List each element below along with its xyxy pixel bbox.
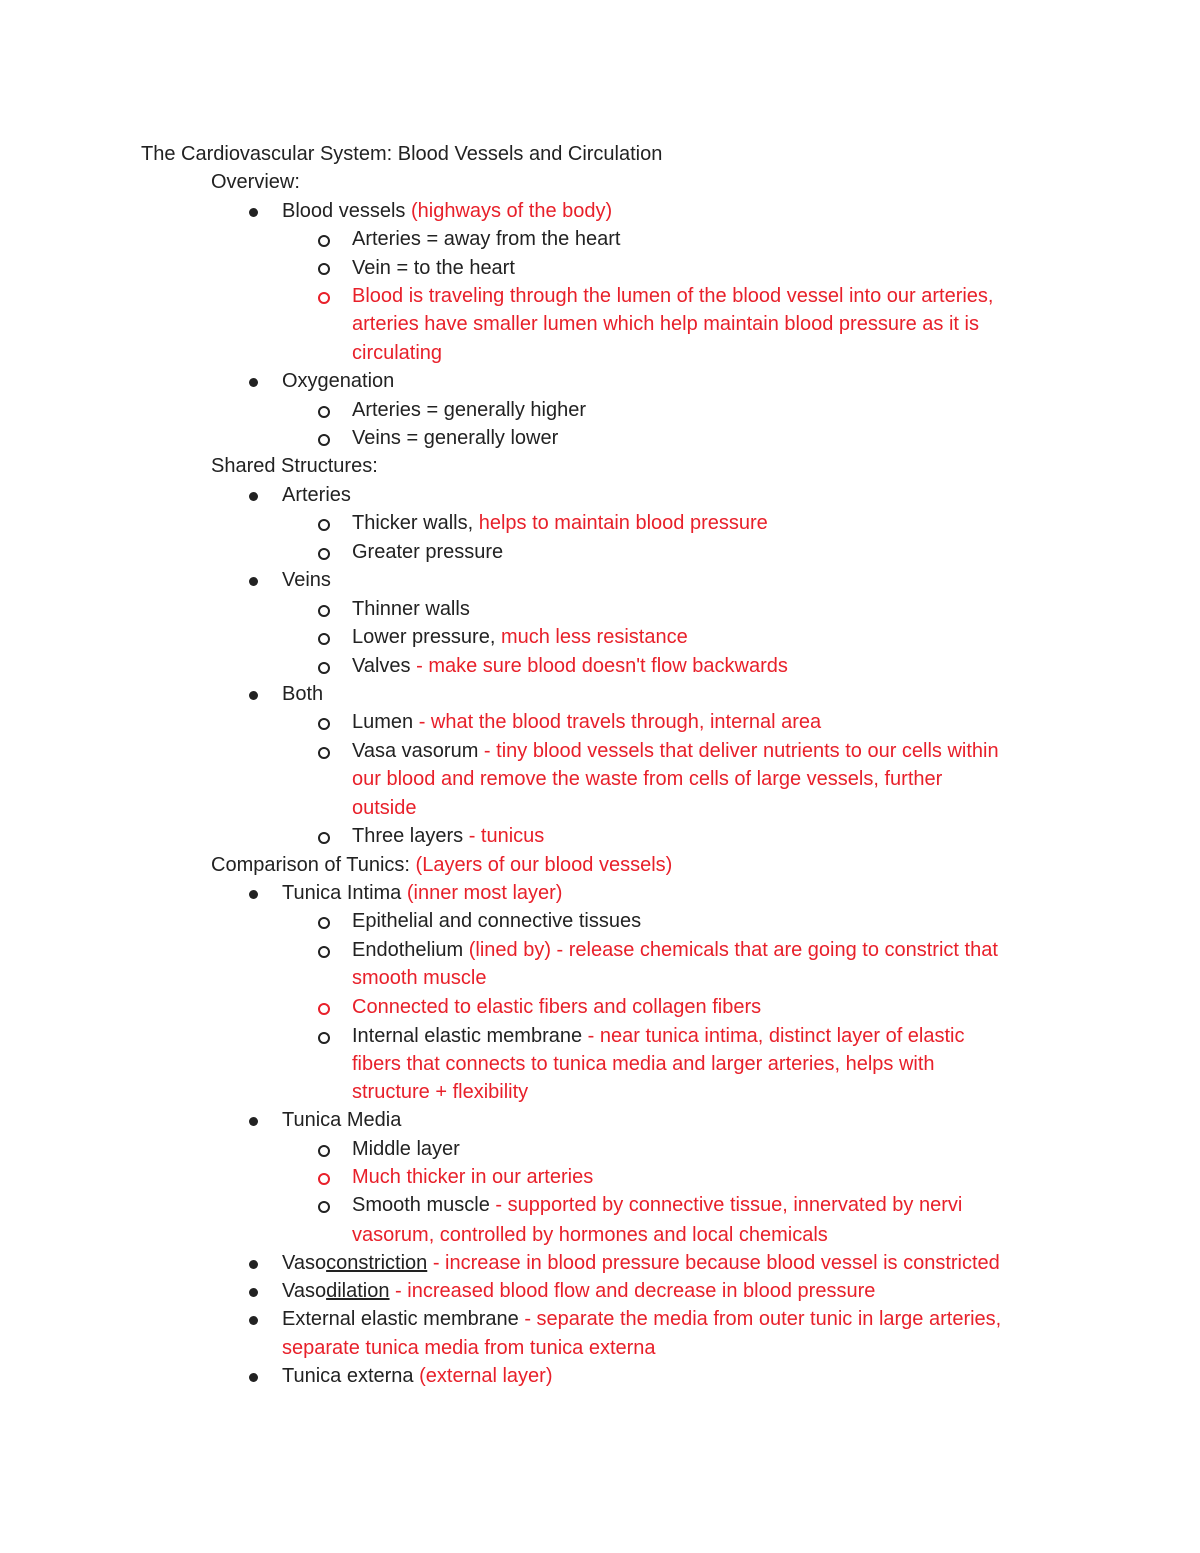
item-text: Lumen bbox=[352, 711, 414, 733]
annotation-text: structure + flexibility bbox=[352, 1081, 529, 1103]
annotation-text: - supported by connective tissue, innervated by nervi bbox=[489, 1194, 963, 1216]
annotation-text: our blood and remove the waste from cells of large vessels, further bbox=[352, 768, 943, 790]
item-text: Valves bbox=[352, 655, 411, 677]
list-item bbox=[352, 936, 998, 964]
annotation-text: - make sure blood doesn't flow backwards bbox=[410, 655, 788, 677]
bullet-dot bbox=[249, 1260, 258, 1269]
item-text: Smooth muscle bbox=[352, 1194, 490, 1216]
list-item: Both bbox=[282, 683, 324, 705]
list-item: Veins bbox=[282, 569, 331, 591]
bullet-circle bbox=[318, 605, 330, 617]
list-item bbox=[352, 1191, 962, 1219]
item-text: Thicker walls, bbox=[352, 512, 479, 534]
item-text: Vasa vasorum bbox=[352, 740, 479, 762]
annotation-text: Blood is traveling through the lumen of the blood vessel into our arteries, bbox=[352, 285, 994, 307]
bullet-dot bbox=[249, 1288, 258, 1297]
bullet-circle bbox=[318, 747, 330, 759]
list-item: Greater pressure bbox=[352, 541, 504, 563]
bullet-dot bbox=[249, 1316, 258, 1325]
list-item bbox=[282, 1305, 1001, 1333]
bullet-circle bbox=[318, 1201, 330, 1213]
annotation-text: (highways of the body) bbox=[405, 200, 613, 222]
list-item: Middle layer bbox=[352, 1138, 460, 1160]
list-item bbox=[282, 197, 612, 225]
list-item: Epithelial and connective tissues bbox=[352, 910, 642, 932]
annotation-text: - increased blood flow and decrease in blood pressure bbox=[389, 1280, 876, 1302]
list-item bbox=[352, 1022, 965, 1050]
list-item bbox=[352, 822, 544, 850]
annotation-text: separate tunica media from tunica externa bbox=[282, 1337, 656, 1359]
bullet-circle bbox=[318, 946, 330, 958]
list-item bbox=[282, 1277, 875, 1305]
bullet-dot bbox=[249, 577, 258, 586]
list-item: Oxygenation bbox=[282, 370, 395, 392]
item-text: Vaso bbox=[282, 1252, 327, 1274]
bullet-circle bbox=[318, 263, 330, 275]
list-item: Thinner walls bbox=[352, 598, 470, 620]
annotation-text: - what the blood travels through, internal area bbox=[413, 711, 822, 733]
annotation-text: (lined by) - release chemicals that are going to constrict that bbox=[463, 939, 998, 961]
item-text: Tunica Intima bbox=[282, 882, 402, 904]
list-item bbox=[352, 509, 768, 537]
annotation-text: (external layer) bbox=[413, 1365, 553, 1387]
item-text: External elastic membrane bbox=[282, 1308, 519, 1330]
bullet-dot bbox=[249, 1117, 258, 1126]
underlined-text: constriction bbox=[326, 1252, 428, 1274]
bullet-circle bbox=[318, 406, 330, 418]
annotation-text: - near tunica intima, distinct layer of elastic bbox=[582, 1025, 965, 1047]
heading-text: Comparison of Tunics: bbox=[211, 854, 416, 876]
bullet-dot bbox=[249, 492, 258, 501]
list-item: Vein = to the heart bbox=[352, 257, 515, 279]
item-text: Three layers bbox=[352, 825, 464, 847]
bullet-circle bbox=[318, 832, 330, 844]
list-item: Arteries bbox=[282, 484, 351, 506]
bullet-circle bbox=[318, 718, 330, 730]
list-item bbox=[282, 879, 562, 907]
section-heading-overview: Overview: bbox=[211, 171, 300, 193]
annotation-text: Connected to elastic fibers and collagen fibers bbox=[352, 996, 762, 1018]
annotation-text: arteries have smaller lumen which help maintain blood pressure as it is bbox=[352, 313, 979, 335]
annotation-text: fibers that connects to tunica media and larger arteries, helps with bbox=[352, 1053, 935, 1075]
list-item: Arteries = generally higher bbox=[352, 399, 587, 421]
list-item bbox=[352, 652, 788, 680]
bullet-dot bbox=[249, 691, 258, 700]
section-heading-shared: Shared Structures: bbox=[211, 455, 378, 477]
annotation-text: - separate the media from outer tunic in large arteries, bbox=[518, 1308, 1002, 1330]
item-text: Endothelium bbox=[352, 939, 464, 961]
bullet-circle bbox=[318, 235, 330, 247]
bullet-dot bbox=[249, 1373, 258, 1382]
list-item bbox=[352, 737, 999, 765]
bullet-circle bbox=[318, 662, 330, 674]
item-text: Lower pressure, bbox=[352, 626, 501, 648]
list-item bbox=[352, 623, 688, 651]
item-text: Vaso bbox=[282, 1280, 327, 1302]
annotation-text: outside bbox=[352, 797, 417, 819]
bullet-circle bbox=[318, 633, 330, 645]
bullet-circle bbox=[318, 519, 330, 531]
bullet-circle bbox=[318, 1145, 330, 1157]
annotation-text: (Layers of our blood vessels) bbox=[415, 854, 673, 876]
document-title: The Cardiovascular System: Blood Vessels and Circulation bbox=[141, 143, 663, 165]
bullet-dot bbox=[249, 890, 258, 899]
list-item bbox=[282, 1362, 553, 1390]
annotation-text: - tunicus bbox=[463, 825, 545, 847]
list-item bbox=[352, 708, 821, 736]
list-item: Tunica Media bbox=[282, 1109, 402, 1131]
annotation-text: - increase in blood pressure because blood vessel is constricted bbox=[427, 1252, 1000, 1274]
list-item bbox=[282, 1249, 1000, 1277]
annotation-text: Much thicker in our arteries bbox=[352, 1166, 594, 1188]
annotation-text: vasorum, controlled by hormones and local chemicals bbox=[352, 1224, 828, 1246]
bullet-circle bbox=[318, 292, 330, 304]
list-item: Veins = generally lower bbox=[352, 427, 559, 449]
bullet-circle bbox=[318, 1173, 330, 1185]
annotation-text: smooth muscle bbox=[352, 967, 487, 989]
bullet-circle bbox=[318, 548, 330, 560]
annotation-text: (inner most layer) bbox=[401, 882, 563, 904]
item-text: Tunica externa bbox=[282, 1365, 414, 1387]
bullet-dot bbox=[249, 378, 258, 387]
item-text: Blood vessels bbox=[282, 200, 406, 222]
annotation-text: - tiny blood vessels that deliver nutrients to our cells within bbox=[478, 740, 999, 762]
list-item: Arteries = away from the heart bbox=[352, 228, 621, 250]
section-heading-tunics bbox=[211, 851, 672, 879]
annotation-text: much less resistance bbox=[500, 626, 688, 648]
annotation-text: helps to maintain blood pressure bbox=[478, 512, 768, 534]
underlined-text: dilation bbox=[326, 1280, 390, 1302]
bullet-circle bbox=[318, 434, 330, 446]
annotation-text: circulating bbox=[352, 342, 443, 364]
item-text: Internal elastic membrane bbox=[352, 1025, 583, 1047]
bullet-circle bbox=[318, 917, 330, 929]
bullet-circle bbox=[318, 1003, 330, 1015]
bullet-circle bbox=[318, 1032, 330, 1044]
bullet-dot bbox=[249, 208, 258, 217]
